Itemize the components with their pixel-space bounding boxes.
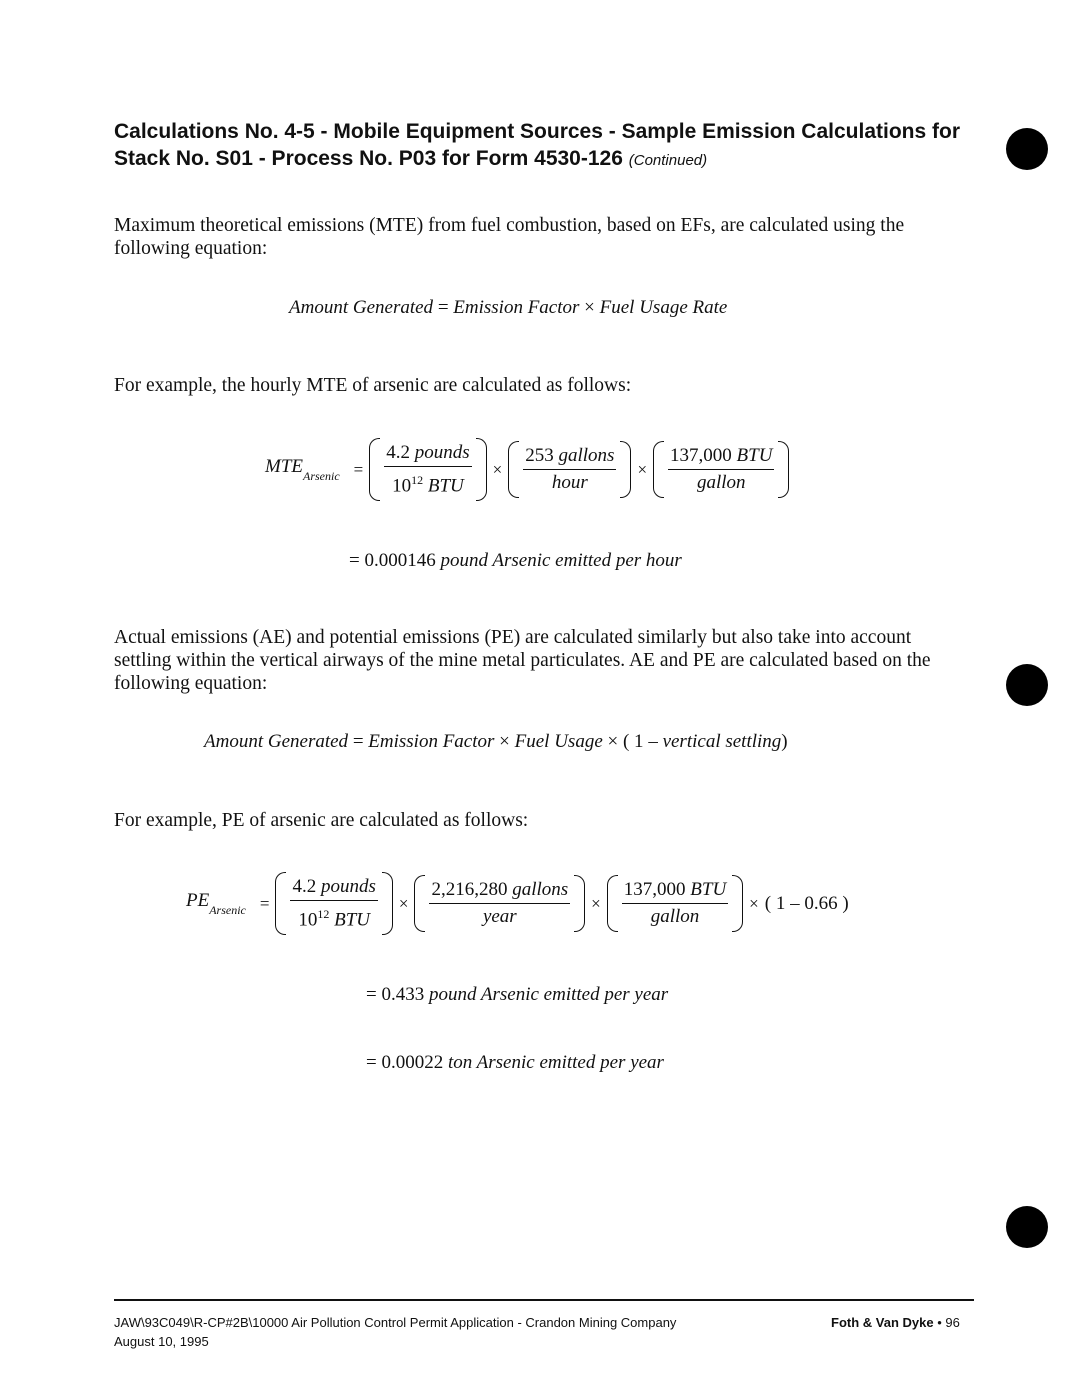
eq2-term1: Emission Factor	[368, 731, 495, 752]
mte-f2-numerator: 253 gallons	[523, 445, 616, 470]
pe-result1-unit: pound Arsenic emitted per year	[428, 984, 669, 1005]
mte-symbol: MTE	[265, 455, 303, 477]
footer-bullet: •	[937, 1315, 942, 1330]
footer-date: August 10, 1995	[114, 1334, 209, 1349]
mte-result-unit: pound Arsenic emitted per hour	[440, 550, 682, 571]
mte-times-1: ×	[492, 459, 503, 479]
title-line-2	[114, 145, 974, 174]
eq2-minus: –	[648, 731, 658, 752]
pe-f2-denominator: year	[482, 906, 517, 928]
mte-result	[349, 550, 682, 572]
mte-result-value: 0.000146	[364, 550, 436, 571]
eq2-times-2: ×	[607, 731, 619, 752]
pe-times-1: ×	[398, 893, 409, 913]
footer-doc-line	[114, 1315, 676, 1330]
pe-f1-denominator: $10^{12}$ BTU	[298, 907, 370, 931]
title-continued: (Continued)	[628, 152, 708, 169]
eq1-term1: Emission Factor	[453, 297, 580, 318]
pe-arsenic-formula	[186, 872, 849, 935]
binder-hole-middle	[1006, 664, 1048, 706]
mte-f1-numerator: 4.2 pounds	[384, 442, 471, 467]
mte-f2-denominator: hour	[551, 472, 588, 494]
paragraph-pe-example: For example, PE of arsenic are calculated as follows:	[114, 810, 529, 831]
pe-symbol: PE	[186, 889, 210, 911]
pe-result1-equals: =	[366, 984, 377, 1005]
paragraph-mte-intro: Maximum theoretical emissions (MTE) from fuel combustion, based on EFs, are calculated using the following equation:	[114, 215, 905, 259]
equation-amount-generated-settling	[204, 731, 788, 753]
eq1-times: ×	[584, 297, 595, 318]
paragraph-ae-pe: Actual emissions (AE) and potential emissions (PE) are calculated similarly but also take into account settling within the vertical airways of the mine metal particulates. AE and PE are calculated based on the following equation:	[114, 627, 931, 694]
eq2-lhs: Amount Generated	[204, 731, 349, 752]
footer-rule	[114, 1299, 974, 1301]
mte-f3-denominator: gallon	[696, 472, 746, 494]
eq1-equals: =	[437, 297, 449, 318]
section-title	[114, 118, 974, 174]
mte-factor-emission	[369, 438, 486, 501]
pe-f1-numerator: 4.2 pounds	[290, 876, 377, 901]
footer-path: JAW\93C049\R-CP#2B\10000	[114, 1315, 289, 1330]
pe-subscript: Arsenic	[209, 902, 246, 917]
pe-result2-equals: =	[366, 1052, 377, 1073]
binder-hole-bottom	[1006, 1206, 1048, 1248]
binder-hole-top	[1006, 128, 1048, 170]
eq2-term3: vertical settling	[662, 731, 782, 752]
mte-equals: =	[353, 459, 364, 479]
pe-lhs	[186, 890, 246, 918]
footer-page-number: 96	[945, 1315, 960, 1330]
mte-times-2: ×	[637, 459, 648, 479]
pe-f2-numerator: 2,216,280 gallons	[429, 879, 570, 904]
pe-result-pounds	[366, 984, 668, 1006]
pe-result1-value: 0.433	[381, 984, 425, 1005]
pe-factor-heat	[607, 875, 743, 932]
mte-lhs	[265, 456, 340, 484]
pe-result2-value: 0.00022	[381, 1052, 444, 1073]
pe-f3-numerator: 137,000 BTU	[622, 879, 728, 904]
eq2-close: )	[781, 731, 788, 752]
pe-times-3: ×	[749, 893, 759, 913]
mte-result-equals: =	[349, 550, 360, 571]
pe-result-tons	[366, 1052, 664, 1074]
footer-doc-title: Air Pollution Control Permit Application - Crandon Mining Company	[291, 1315, 677, 1330]
eq2-times-1: ×	[499, 731, 510, 752]
footer-brand-page	[831, 1315, 960, 1330]
title-line-1: Calculations No. 4-5 - Mobile Equipment Sources - Sample Emission Calculations for	[114, 120, 960, 143]
pe-f3-denominator: gallon	[650, 906, 700, 928]
mte-factor-heat	[653, 441, 789, 498]
eq2-open: ( 1	[622, 731, 644, 752]
pe-result2-unit: ton Arsenic emitted per year	[447, 1052, 664, 1073]
mte-f3-numerator: 137,000 BTU	[668, 445, 774, 470]
pe-factor-usage	[414, 875, 585, 932]
eq2-term2: Fuel Usage	[514, 731, 603, 752]
pe-settling-term: ( 1 – 0.66 )	[764, 892, 849, 914]
eq1-lhs: Amount Generated	[289, 297, 434, 318]
mte-subscript: Arsenic	[303, 468, 340, 483]
paragraph-mte-example: For example, the hourly MTE of arsenic are calculated as follows:	[114, 375, 632, 396]
pe-equals: =	[259, 893, 270, 913]
equation-amount-generated	[289, 297, 727, 319]
footer-brand: Foth & Van Dyke	[831, 1315, 934, 1330]
eq2-equals: =	[352, 731, 364, 752]
title-line-2-text: Stack No. S01 - Process No. P03 for Form 4530-126	[114, 147, 623, 170]
pe-factor-emission	[275, 872, 392, 935]
mte-arsenic-formula	[265, 438, 789, 501]
mte-f1-denominator: $10^{12}$ BTU	[392, 473, 464, 497]
pe-times-2: ×	[591, 893, 601, 913]
eq1-term2: Fuel Usage Rate	[599, 297, 728, 318]
mte-factor-usage	[508, 441, 631, 498]
